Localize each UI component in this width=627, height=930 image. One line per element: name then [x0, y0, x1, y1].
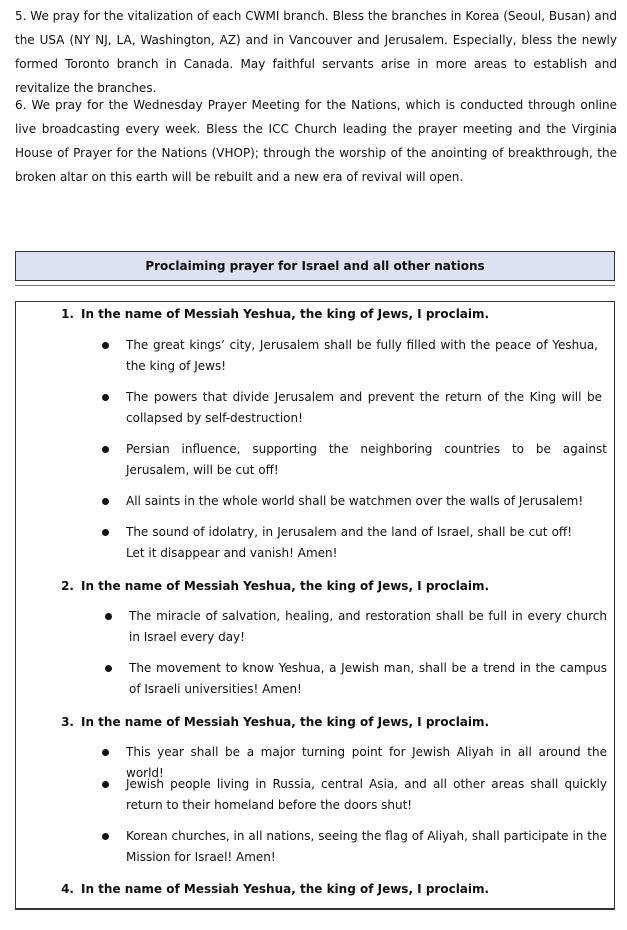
bullet-icon	[102, 749, 109, 756]
bullet-icon	[102, 781, 109, 788]
bullet-item	[126, 335, 598, 377]
bullet-text: The great kings’ city, Jerusalem shall be fully filled with the peace of Yeshua, the king of Jews!	[126, 338, 598, 373]
bullet-text: Korean churches, in all nations, seeing the flag of Aliyah, shall participate in the Mission for Israel! Amen!	[126, 829, 607, 864]
bullet-icon	[102, 342, 109, 349]
section-title: Proclaiming prayer for Israel and all other nations	[145, 259, 485, 273]
bullet-text: The sound of idolatry, in Jerusalem and the land of Israel, shall be cut off! Let it disappear and vanish! Amen!	[126, 525, 572, 560]
bullet-item	[126, 439, 607, 481]
bullet-text: This year shall be a major turning point for Jewish Aliyah in all around the world!	[126, 745, 607, 780]
bullet-icon	[102, 498, 109, 505]
proclamation-number: 4.	[61, 882, 74, 896]
prayer-paragraph-5: 5. We pray for the vitalization of each CWMI branch. Bless the branches in Korea (Seoul, Busan) and the USA (NY NJ, LA, Washington, AZ) and in Vancouver and Jerusalem. Especially, bless the newly formed Toronto branch in Canada. May faithful servants arise in more areas to establish and revitalize the branches.	[15, 9, 617, 95]
bullet-item	[129, 658, 607, 700]
bullet-text: The movement to know Yeshua, a Jewish man, shall be a trend in the campus of Israeli universities! Amen!	[129, 661, 607, 696]
bullet-icon	[102, 529, 109, 536]
bullet-item	[126, 491, 607, 512]
bullet-item	[126, 387, 602, 429]
proclamation-heading-text: In the name of Messiah Yeshua, the king of Jews, I proclaim.	[81, 579, 490, 593]
proclamation-number: 1.	[61, 307, 74, 321]
bullet-icon	[102, 394, 109, 401]
section-title-box	[15, 251, 615, 281]
proclamation-number: 2.	[61, 579, 74, 593]
bullet-text: The powers that divide Jerusalem and prevent the return of the King will be collapsed by self-destruction!	[126, 390, 602, 425]
bullet-icon	[105, 665, 112, 672]
bullet-item	[126, 826, 607, 868]
bullet-item	[126, 522, 572, 564]
bullet-icon	[102, 833, 109, 840]
bullet-text: Persian influence, supporting the neighboring countries to be against Jerusalem, will be cut off!	[126, 442, 607, 477]
bullet-text: Jewish people living in Russia, central Asia, and all other areas shall quickly return to their homeland before the doors shut!	[126, 777, 607, 812]
proclamation-heading-text: In the name of Messiah Yeshua, the king of Jews, I proclaim.	[81, 307, 490, 321]
divider	[15, 285, 615, 286]
prayer-paragraph-6: 6. We pray for the Wednesday Prayer Meeting for the Nations, which is conducted through online live broadcasting every week. Bless the ICC Church leading the prayer meeting and the Virginia House of Prayer for the Nations (VHOP); through the worship of the anointing of breakthrough, the broken altar on this earth will be rebuilt and a new era of revival will open.	[15, 98, 617, 184]
bullet-text: All saints in the whole world shall be watchmen over the walls of Jerusalem!	[126, 494, 584, 508]
bullet-item	[129, 606, 607, 648]
proclamation-heading-text: In the name of Messiah Yeshua, the king of Jews, I proclaim.	[81, 715, 490, 729]
bullet-item	[126, 774, 607, 816]
proclamation-number: 3.	[61, 715, 74, 729]
bullet-icon	[102, 446, 109, 453]
proclamation-heading-text: In the name of Messiah Yeshua, the king of Jews, I proclaim.	[81, 882, 490, 896]
bullet-icon	[105, 613, 112, 620]
bullet-text: The miracle of salvation, healing, and restoration shall be full in every church in Israel every day!	[129, 609, 607, 644]
